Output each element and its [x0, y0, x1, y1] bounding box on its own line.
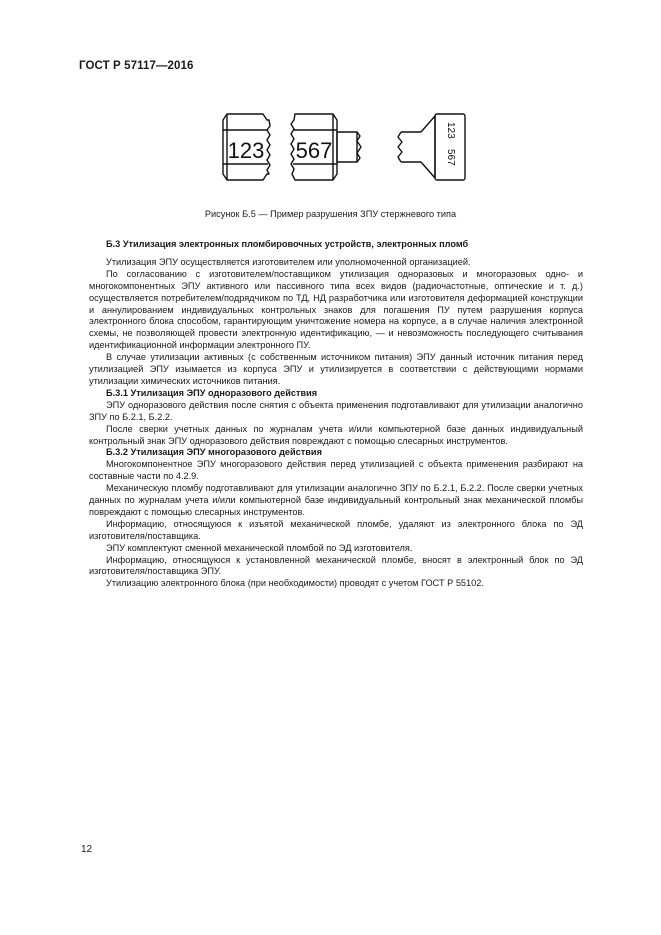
- paragraph: После сверки учетных данных по журналам учета и/или компьютерной базе данных индивидуальный контрольный знак ЭПУ одноразового действия повреждают с помощью слесарных инструментов.: [89, 423, 583, 446]
- tip-number-a: 123: [445, 122, 456, 139]
- paragraph: Информацию, относящуюся к установленной механической пломбе, вносят в электронный блок по ЭД изготовителя/поставщика ЭПУ.: [89, 554, 583, 577]
- seal-destruction-figure: [217, 108, 469, 186]
- paragraph: Информацию, относящуюся к изъятой механической пломбе, удаляют из электронного блока по ЭД изготовителя/поставщика.: [89, 518, 583, 541]
- paragraph: В случае утилизации активных (с собственным источником питания) ЭПУ данный источник питания перед утилизацией ЭПУ изымается из корпуса ЭПУ и утилизируется в соответствии с действующими нормами утилизации химических источников питания.: [89, 352, 583, 386]
- paragraph: По согласованию с изготовителем/поставщиком утилизация одноразовых и многоразовых одно- и многокомпонентных ЭПУ активного или пассивного типа всех видов (радиочастотные, оптические и т. д.) осуществляется потребителем/подрядчиком по ТД, НД разработчика или изготовителя деформацией конструкции и аннулированием индивидуальных контрольных знаков для погашения ПУ путем разрушения корпуса электронного блока способом, гарантирующим уничтожение номера на корпусе, а в случае наличия электронной схемы, не позволяющей провести электронную идентификацию, — и невозможность последующего считывания идентификационной информации электронного ПУ.: [89, 268, 583, 351]
- tip-number-b: 567: [445, 149, 456, 166]
- section-b32-heading: Б.3.2 Утилизация ЭПУ многоразового действия: [106, 447, 322, 458]
- paragraph: ЭПУ одноразового действия после снятия с объекта применения подготавливают для утилизации аналогично ЗПУ по Б.2.1, Б.2.2.: [89, 399, 583, 422]
- paragraph: Многокомпонентное ЭПУ многоразового действия перед утилизацией с объекта применения разбирают на составные части по 4.2.9.: [89, 459, 583, 482]
- section-b31-heading: Б.3.1 Утилизация ЭПУ одноразового действия: [106, 387, 318, 398]
- page-number: 12: [81, 844, 93, 855]
- paragraph: ЭПУ комплектуют сменной механической пломбой по ЭД изготовителя.: [106, 542, 413, 553]
- section-b3-heading: Б.3 Утилизация электронных пломбировочных устройств, электронных пломб: [106, 239, 469, 249]
- figure-caption: Рисунок Б.5 — Пример разрушения ЗПУ стержневого типа: [204, 209, 457, 219]
- paragraph: Утилизация ЭПУ осуществляется изготовителем или уполномоченной организацией.: [106, 256, 471, 267]
- rod-left-break: [398, 132, 402, 162]
- document-header: ГОСТ Р 57117—2016: [79, 60, 194, 72]
- document-body: [89, 239, 583, 590]
- paragraph: Механическую пломбу подготавливают для утилизации аналогично ЗПУ по Б.2.1, Б.2.2. После сверки учетных данных по журналам учета и/или компьютерной базе индивидуальный контрольный знак механической пломбы повреждают с помощью слесарных инструментов.: [89, 483, 583, 517]
- left-nut-number: 123: [227, 138, 265, 163]
- paragraph: Утилизацию электронного блока (при необходимости) проводят с учетом ГОСТ Р 55102.: [106, 578, 484, 589]
- right-nut-number: 567: [295, 138, 333, 163]
